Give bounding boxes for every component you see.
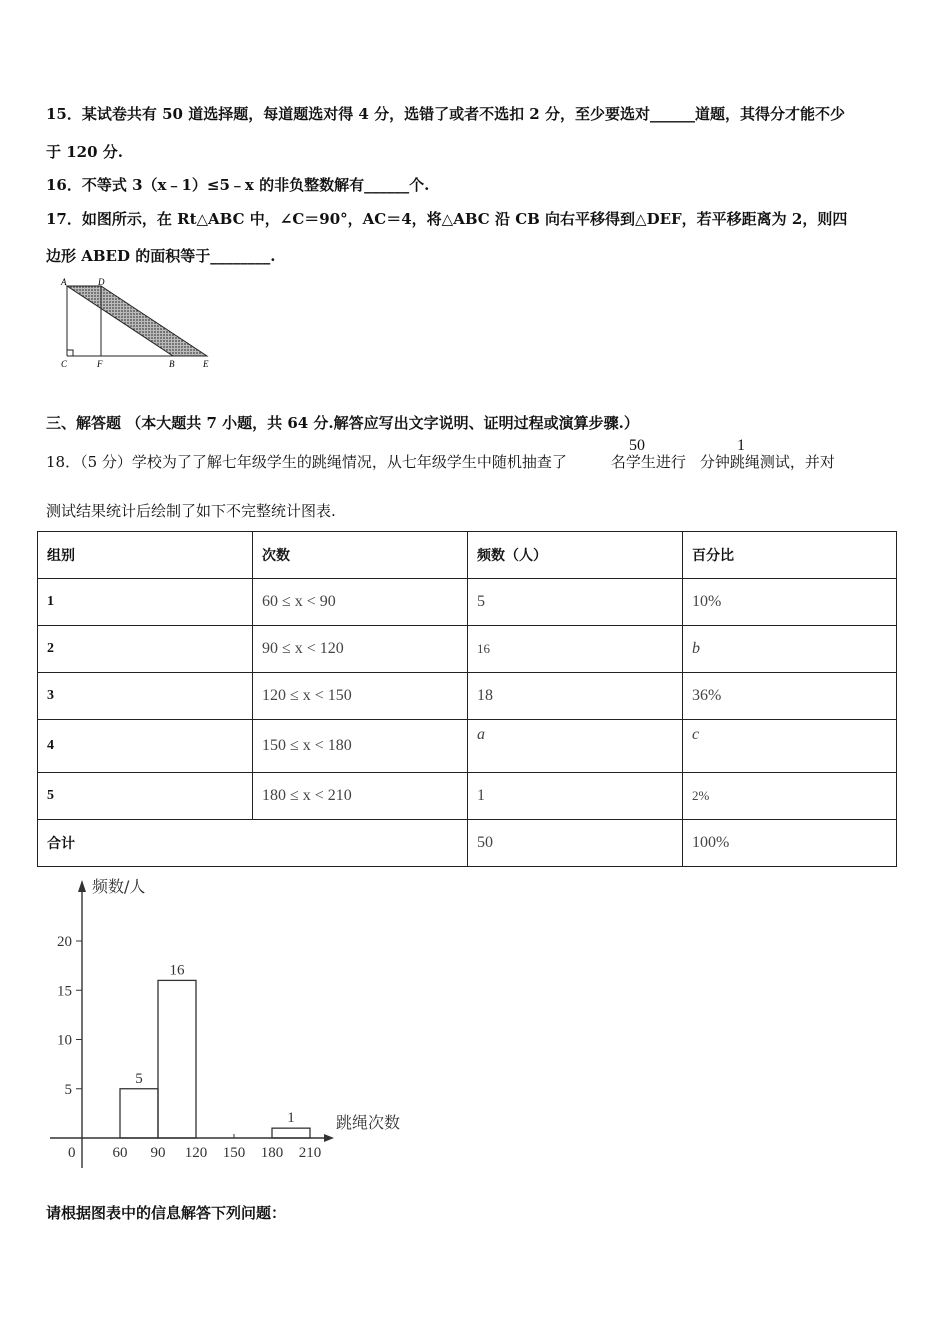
q17-line1: 17．如图所示，在 Rt△ABC 中，∠C＝90°，AC＝4，将△ABC 沿 CB 向右平移得到△DEF，若平移距离为 2，则四 <box>46 210 848 228</box>
parallelogram-abed <box>67 286 207 356</box>
section3-header: 三、解答题 （本大题共 7 小题，共 64 分.解答应写出文字说明、证明过程或演算步骤.） <box>46 414 639 432</box>
q15-line1: 15．某试卷共有 50 道选择题，每道题选对得 4 分，选错了或者不选扣 2 分，至少要选对______道题，其得分才能不少 <box>46 105 845 123</box>
cell-range: 120 ≤ x < 150 <box>253 673 468 720</box>
y-axis-label: 频数/人 <box>92 877 146 896</box>
table-row <box>38 626 897 673</box>
cell-group: 4 <box>38 720 253 773</box>
cell-freq: 1 <box>468 773 683 820</box>
cell-pct: b <box>683 626 897 673</box>
q18-part1: 18．（5 分）学校为了了解七年级学生的跳绳情况，从七年级学生中随机抽查了 <box>46 453 567 471</box>
label-d: D <box>98 277 105 287</box>
table-row <box>38 673 897 720</box>
histogram-chart <box>40 872 440 1182</box>
label-a: A <box>61 277 67 287</box>
cell-total-pct: 100% <box>683 820 897 867</box>
table-row <box>38 773 897 820</box>
x-tick-label: 90 <box>150 1145 166 1161</box>
histogram-bar <box>272 1128 310 1138</box>
cell-range: 60 ≤ x < 90 <box>253 579 468 626</box>
x-tick-label: 180 <box>260 1145 284 1161</box>
histogram-bar <box>120 1089 158 1138</box>
right-angle-mark <box>67 350 73 356</box>
frequency-table <box>37 531 897 867</box>
cell-group: 1 <box>38 579 253 626</box>
y-tick-label: 5 <box>64 1081 72 1098</box>
cell-pct: 10% <box>683 579 897 626</box>
x-tick-label: 210 <box>298 1145 322 1161</box>
histogram-bar <box>158 980 196 1138</box>
table-row <box>38 720 897 773</box>
q18-part3: 分钟跳绳测试，并对 <box>699 453 835 471</box>
cell-freq: 16 <box>468 626 683 673</box>
cell-pct: 2% <box>683 773 897 820</box>
cell-pct: c <box>683 720 897 773</box>
bar-value-label: 1 <box>287 1110 295 1127</box>
bar-value-label: 16 <box>169 962 185 979</box>
q15-line2: 于 120 分. <box>46 143 123 161</box>
cell-total-label: 合计 <box>38 820 468 867</box>
table-header-row <box>38 532 897 579</box>
cell-range: 150 ≤ x < 180 <box>253 720 468 773</box>
x-axis-arrow <box>324 1134 334 1142</box>
q18-line1 <box>46 451 835 472</box>
x-axis-label: 跳绳次数 <box>336 1113 401 1132</box>
cell-group: 3 <box>38 673 253 720</box>
bar-value-label: 5 <box>135 1070 143 1087</box>
y-tick-label: 20 <box>57 934 72 950</box>
x-tick-label: 120 <box>184 1145 208 1161</box>
prompt-text: 请根据图表中的信息解答下列问题： <box>46 1204 287 1222</box>
label-f: F <box>97 359 103 369</box>
cell-total-freq: 50 <box>468 820 683 867</box>
cell-freq: a <box>468 720 683 773</box>
q16-text: 16．不等式 3（x﹣1）≤5﹣x 的非负整数解有______个. <box>46 176 430 194</box>
table-row <box>38 579 897 626</box>
cell-range: 90 ≤ x < 120 <box>253 626 468 673</box>
origin-label: 0 <box>68 1145 76 1161</box>
label-b: B <box>169 359 175 369</box>
q17-figure <box>55 274 225 374</box>
q18-n-students: 50 <box>629 437 645 454</box>
label-e: E <box>203 359 209 369</box>
header-range: 次数 <box>253 532 468 579</box>
cell-group: 5 <box>38 773 253 820</box>
y-tick-label: 15 <box>57 983 72 1000</box>
cell-freq: 18 <box>468 673 683 720</box>
header-pct: 百分比 <box>683 532 897 579</box>
header-freq: 频数（人） <box>468 532 683 579</box>
q18-part2: 名学生进行 <box>610 453 686 471</box>
x-tick-label: 60 <box>112 1145 128 1161</box>
y-axis-arrow <box>78 880 86 892</box>
cell-pct: 36% <box>683 673 897 720</box>
cell-freq: 5 <box>468 579 683 626</box>
cell-range: 180 ≤ x < 210 <box>253 773 468 820</box>
table-total-row <box>38 820 897 867</box>
q17-line2: 边形 ABED 的面积等于________. <box>46 247 276 265</box>
x-tick-label: 150 <box>222 1145 246 1161</box>
y-tick-label: 10 <box>57 1032 72 1049</box>
q18-line2: 测试结果统计后绘制了如下不完整统计图表. <box>46 502 336 520</box>
header-group: 组别 <box>38 532 253 579</box>
cell-group: 2 <box>38 626 253 673</box>
label-c: C <box>61 359 68 369</box>
q18-minutes: 1 <box>737 437 745 454</box>
